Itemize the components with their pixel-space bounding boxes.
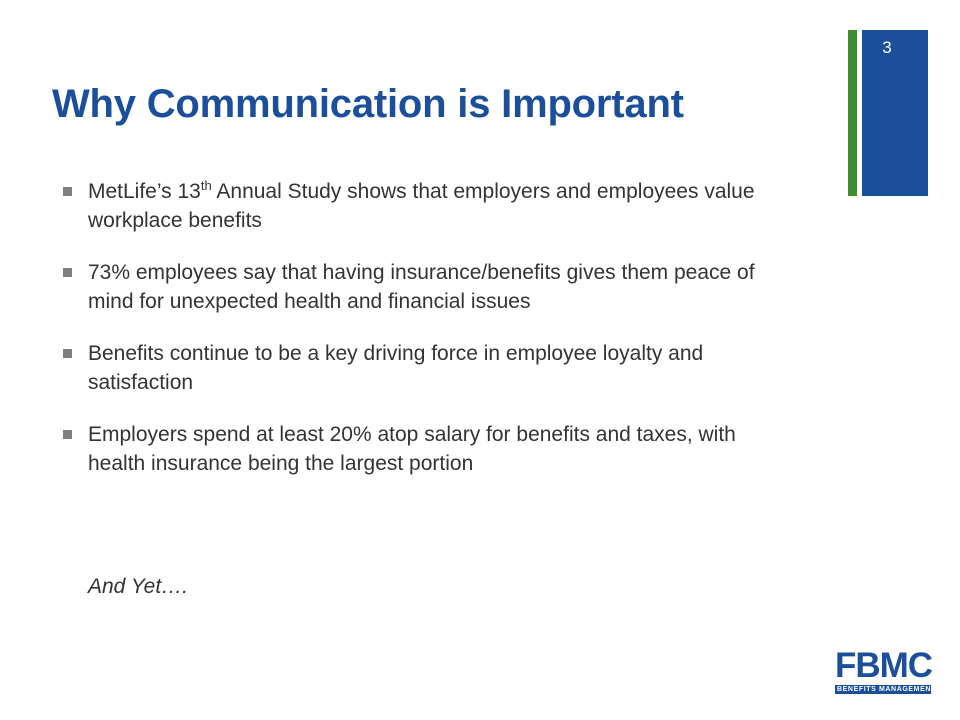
bullet-item	[60, 420, 790, 478]
square-bullet-icon	[63, 430, 72, 439]
square-bullet-icon	[63, 187, 72, 196]
bullet-text: Benefits continue to be a key driving force in employee loyalty and satisfaction	[88, 342, 704, 394]
square-bullet-icon	[63, 349, 72, 358]
logo-wordmark: FBMC	[835, 646, 933, 685]
closing-text: And Yet….	[88, 575, 189, 598]
green-accent-bar	[848, 30, 857, 196]
bullet-item	[60, 339, 790, 397]
bullet-text: Annual Study shows that employers and employees value workplace benefits	[88, 180, 755, 232]
bullet-text: MetLife’s 13	[88, 180, 201, 203]
bullet-item	[60, 177, 790, 235]
fbmc-logo	[835, 646, 936, 694]
logo-tagline: BENEFITS MANAGEMENT	[837, 686, 936, 693]
bullet-text: 73% employees say that having insurance/benefits gives them peace of mind for unexpected health and financial issues	[88, 261, 755, 313]
slide-title: Why Communication is Important	[52, 82, 684, 126]
slide-number: 3	[882, 38, 892, 57]
bullet-text: Employers spend at least 20% atop salary for benefits and taxes, with health insurance being the largest portion	[88, 423, 736, 475]
bullet-list	[60, 177, 790, 501]
bullet-item	[60, 258, 790, 316]
square-bullet-icon	[63, 268, 72, 277]
superscript: th	[200, 178, 212, 193]
